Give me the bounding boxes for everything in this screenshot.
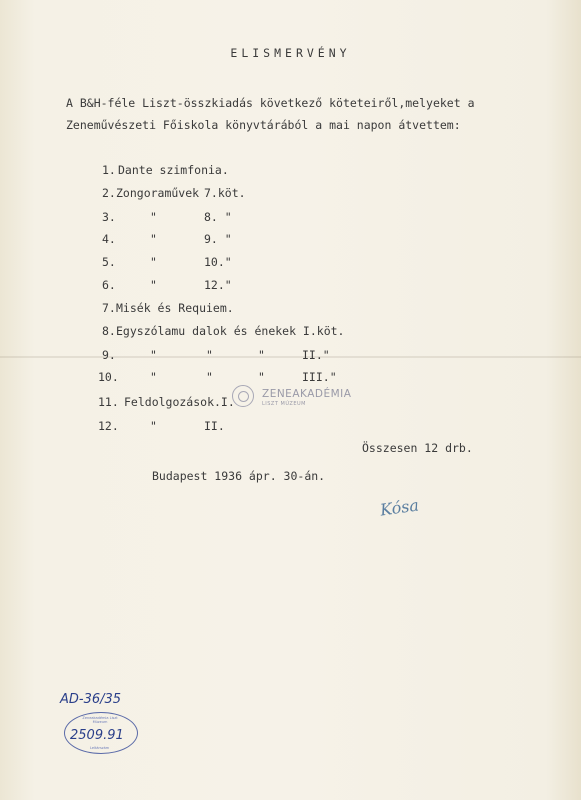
item-text: III." [302, 370, 337, 384]
item-text: 8. " [204, 210, 232, 224]
item-text: Feldolgozások.I. [124, 395, 235, 409]
stamp-subtitle: LISZT MÚZEUM [262, 401, 306, 407]
item-number: 8. [102, 324, 116, 338]
item-text: " [206, 370, 213, 384]
museum-stamp [232, 385, 352, 411]
item-text: " [258, 348, 265, 362]
item-text: Dante szimfonia. [118, 163, 229, 177]
item-number: 10. [98, 370, 119, 384]
item-number: 3. [102, 210, 116, 224]
inventory-label-top: Zeneakadémia Liszt Múzeum [82, 716, 118, 724]
item-number: 2. [102, 186, 116, 200]
item-text: " [150, 255, 157, 269]
item-number: 11. [98, 395, 119, 409]
paper-fold-line [0, 356, 581, 358]
item-text: 7.köt. [204, 186, 246, 200]
item-text: Zongoraművek [116, 186, 200, 200]
inventory-number: 2509.91 [70, 728, 124, 743]
document-heading: ELISMERVÉNY [230, 46, 351, 60]
stamp-name: ZENEAKADÉMIA [262, 388, 352, 400]
item-text: " [150, 278, 157, 292]
item-text: " [150, 370, 157, 384]
item-text: Misék és Requiem. [116, 301, 234, 315]
inventory-ref: AD-36/35 [60, 692, 122, 707]
item-text: 10." [204, 255, 232, 269]
place-date: Budapest 1936 ápr. 30-án. [152, 469, 326, 483]
item-text: " [258, 370, 265, 384]
inventory-label-bottom: Leltárszám [90, 746, 110, 750]
item-text: Egyszólamu dalok és énekek I.köt. [116, 324, 345, 338]
inventory-stamp [60, 692, 142, 770]
signature: Kósa [378, 495, 421, 520]
item-text: " [150, 348, 157, 362]
item-text: " [206, 348, 213, 362]
intro-paragraph: A B&H-féle Liszt-összkiadás következő köteteiről,melyeket a Zeneművészeti Főiskola könyvtárából a mai napon átvettem: [66, 96, 475, 132]
item-number: 7. [102, 301, 116, 315]
item-number: 5. [102, 255, 116, 269]
item-text: II. [204, 419, 225, 433]
item-number: 9. [102, 348, 116, 362]
item-number: 4. [102, 232, 116, 246]
item-number: 6. [102, 278, 116, 292]
seal-icon [232, 385, 254, 407]
item-text: " [150, 210, 157, 224]
item-text: " [150, 419, 157, 433]
item-text: " [150, 232, 157, 246]
item-text: II." [302, 348, 330, 362]
item-number: 1. [102, 163, 116, 177]
item-number: 12. [98, 419, 119, 433]
item-text: 9. " [204, 232, 232, 246]
total-line: Összesen 12 drb. [362, 441, 473, 455]
item-text: 12." [204, 278, 232, 292]
